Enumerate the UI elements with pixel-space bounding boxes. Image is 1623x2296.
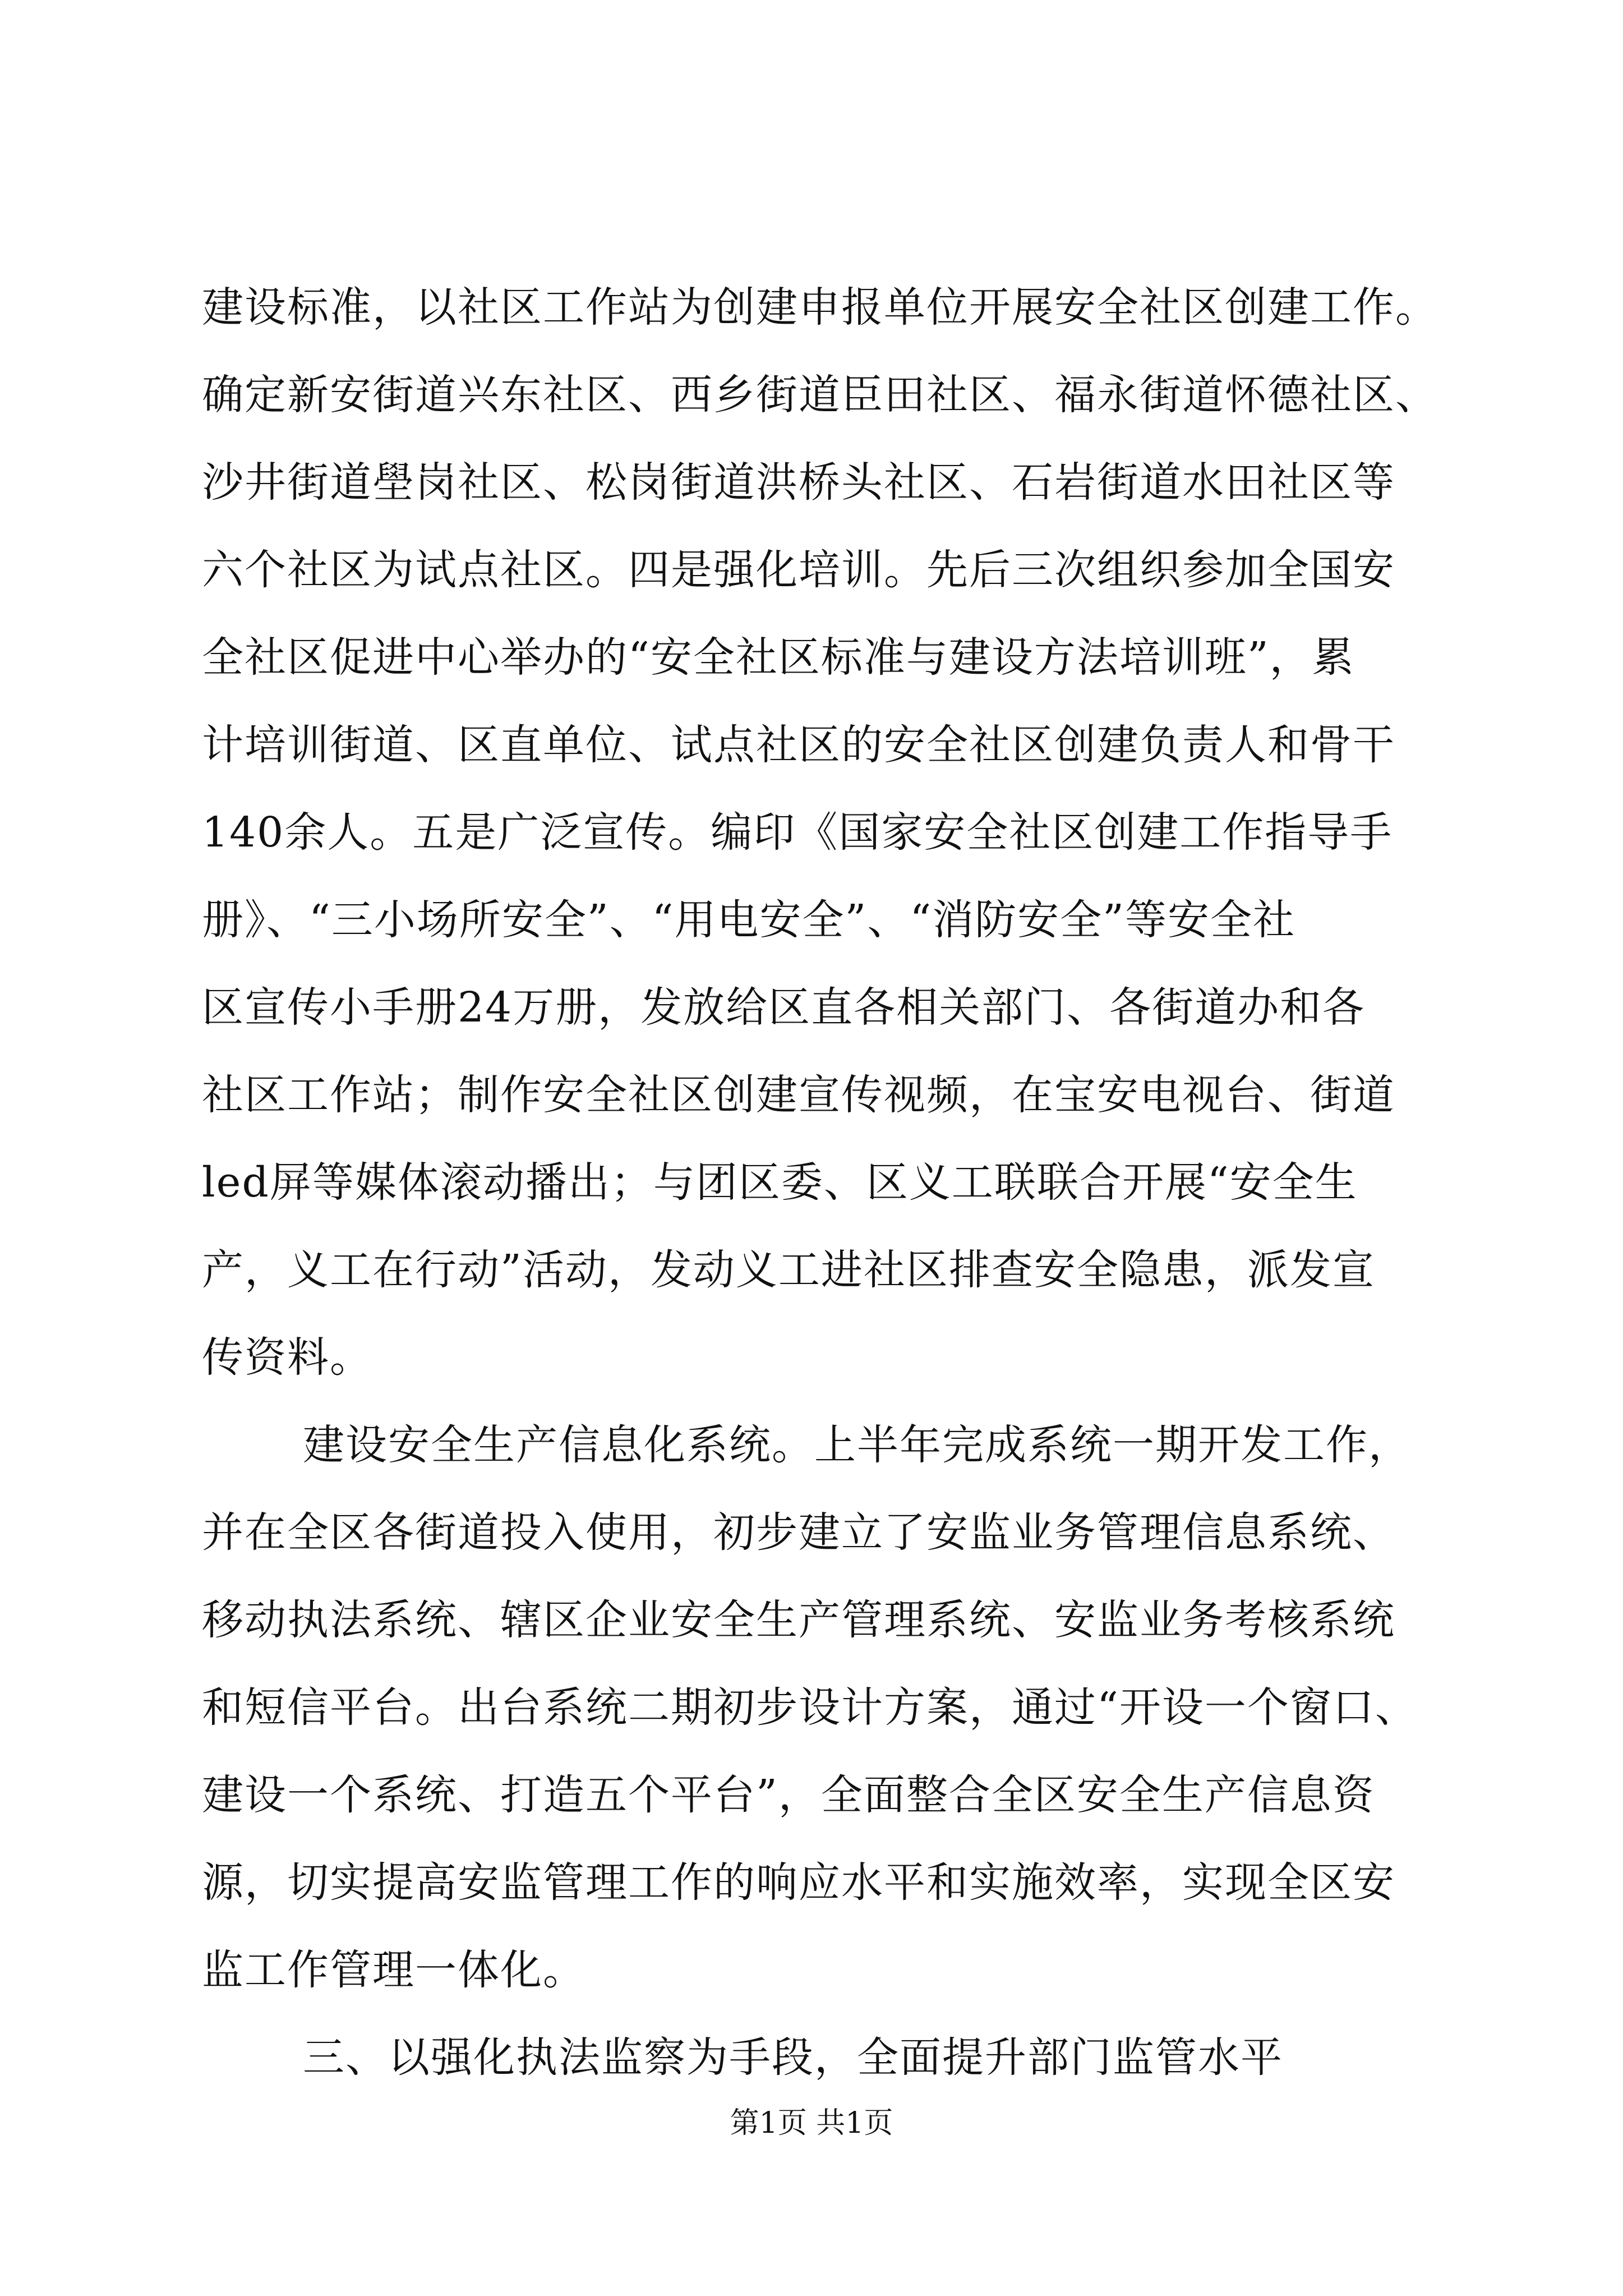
document-body xyxy=(202,264,1436,2101)
text-line: 产，义工在行动”活动，发动义工进社区排查安全隐患，派发宣 xyxy=(202,1246,1375,1294)
text-line: 建设标准，以社区工作站为创建申报单位开展安全社区创建工作。 xyxy=(202,283,1438,332)
text-line: 沙井街道壆岗社区、松岗街道洪桥头社区、石岩街道水田社区等 xyxy=(202,458,1395,507)
text-line: 监工作管理一体化。 xyxy=(202,1946,585,1994)
text-line: led屏等媒体滚动播出；与团区委、区义工联联合开展“安全生 xyxy=(202,1158,1358,1207)
text-line: 建设一个系统、打造五个平台”，全面整合全区安全生产信息资 xyxy=(202,1771,1375,1819)
text-line: 六个社区为试点社区。四是强化培训。先后三次组织参加全国安 xyxy=(202,546,1395,594)
text-line: 册》、“三小场所安全”、“用电安全”、“消防安全”等安全社 xyxy=(202,896,1295,944)
text-line: 移动执法系统、辖区企业安全生产管理系统、安监业务考核系统 xyxy=(202,1596,1395,1644)
text-line: 传资料。 xyxy=(202,1333,372,1382)
text-line: 三、以强化执法监察为手段，全面提升部门监管水平 xyxy=(303,2033,1283,2082)
text-line: 确定新安街道兴东社区、西乡街道臣田社区、福永街道怀德社区、 xyxy=(202,371,1438,419)
text-line: 社区工作站；制作安全社区创建宣传视频，在宝安电视台、街道 xyxy=(202,1071,1395,1119)
text-line: 计培训街道、区直单位、试点社区的安全社区创建负责人和骨干 xyxy=(202,721,1395,769)
section-heading-three xyxy=(202,2014,1436,2101)
text-line: 140余人。五是广泛宣传。编印《国家安全社区创建工作指导手 xyxy=(202,808,1393,857)
text-line: 全社区促进中心举办的“安全社区标准与建设方法培训班”，累 xyxy=(202,633,1355,682)
paragraph-information-system xyxy=(202,1401,1436,2014)
paragraph-community-safety xyxy=(202,264,1436,1401)
text-line: 源，切实提高安监管理工作的响应水平和实施效率，实现全区安 xyxy=(202,1858,1395,1907)
text-line: 建设安全生产信息化系统。上半年完成系统一期开发工作， xyxy=(303,1421,1411,1469)
text-line: 区宣传小手册24万册，发放给区直各相关部门、各街道办和各 xyxy=(202,983,1366,1032)
page-footer: 第1页 共1页 xyxy=(730,2106,893,2140)
text-line: 并在全区各街道投入使用，初步建立了安监业务管理信息系统、 xyxy=(202,1508,1395,1557)
text-line: 和短信平台。出台系统二期初步设计方案，通过“开设一个窗口、 xyxy=(202,1683,1418,1732)
